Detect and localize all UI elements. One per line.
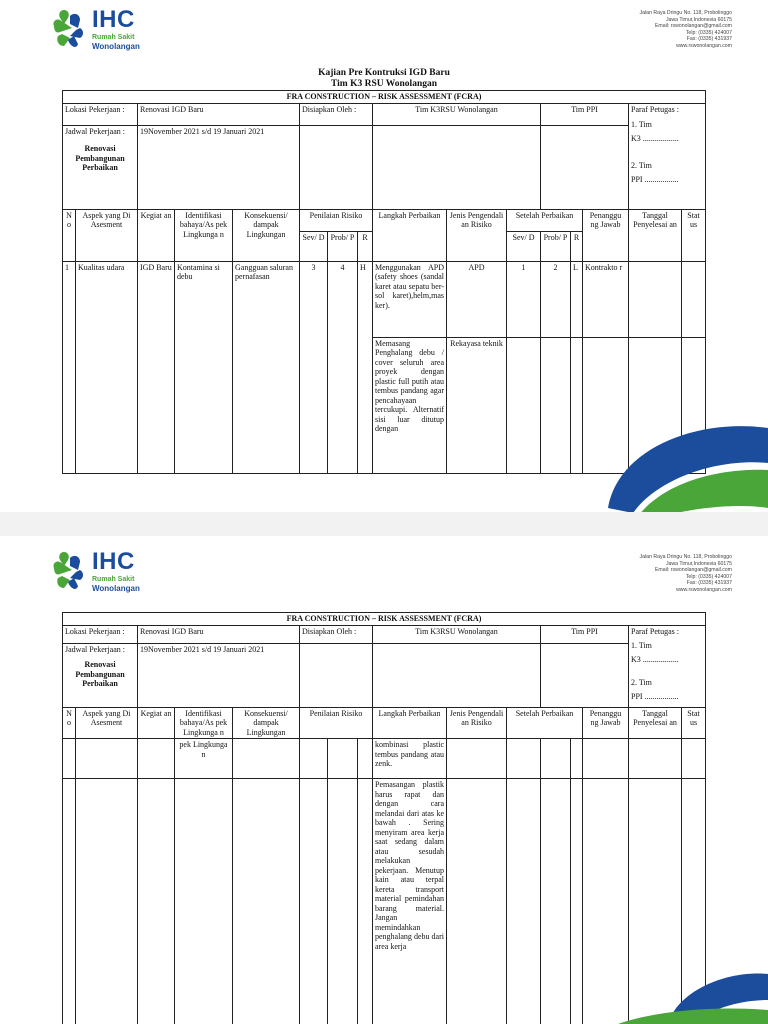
address-website: www.rswonolangan.com <box>676 42 732 49</box>
col-header-jenis: Jenis Pengendali an Risiko <box>447 209 507 261</box>
paraf-label: Paraf Petugas : <box>631 104 679 114</box>
empty-cell <box>447 739 507 779</box>
empty-cell <box>541 739 571 779</box>
table-row <box>63 261 706 337</box>
empty-cell <box>76 739 138 779</box>
document-title <box>0 68 768 90</box>
empty-cell <box>541 337 571 473</box>
row1-prob-after: 2 <box>541 261 571 337</box>
empty-cell <box>233 779 300 1024</box>
row1-r: H <box>358 261 373 473</box>
lokasi-value: Renovasi IGD Baru <box>138 625 300 643</box>
col-header-prob: Prob/ P <box>328 231 358 261</box>
ihc-logo <box>50 550 180 596</box>
empty-cell <box>233 739 300 779</box>
tim-k3-label: Tim K3RSU Wonolangan <box>373 625 541 643</box>
row1-jenis-2: Rekayasa teknik <box>447 337 507 473</box>
row1-langkah-cont-b: Pemasangan plastik harus rapat dan dengan cara melandai dari atas ke bawah . Sering menyiram area kerja saat sedang dalam atau sesudah melakukan pekerjaan. Menutup kain atau terpal kereta transport material pemindahan barang material. Jangan memindahkan penghalang debu dari area kerja <box>373 779 447 1024</box>
address-email: Email: rswonolangan@gmail.com <box>654 23 732 30</box>
address-fax: Fax: (0335) 431937 <box>686 580 732 587</box>
row1-status <box>682 261 706 337</box>
empty-cell <box>328 739 358 779</box>
empty-cell <box>507 779 541 1024</box>
col-header-status: Stat us <box>682 209 706 261</box>
empty-cell <box>328 779 358 1024</box>
empty-cell <box>682 739 706 779</box>
col-header-konsekuensi: Konsekuensi/ dampak Lingkungan <box>233 707 300 739</box>
col-header-r: R <box>358 231 373 261</box>
empty-cell <box>507 739 541 779</box>
table-row <box>63 739 706 779</box>
col-header-setelah: Setelah Perbaikan <box>507 209 583 231</box>
empty-cell <box>571 739 583 779</box>
lokasi-label: Lokasi Pekerjaan : <box>63 103 138 125</box>
empty-cell <box>138 779 175 1024</box>
paraf-petugas-cell <box>629 625 706 707</box>
address-line: Jawa Timur,Indonesia 60175 <box>665 560 732 567</box>
document-title-line-2: Tim K3 RSU Wonolangan <box>330 79 438 89</box>
col-header-identifikasi-cont: pek Lingkunga n <box>175 739 233 779</box>
col-header-langkah: Langkah Perbaikan <box>373 707 447 739</box>
lokasi-label: Lokasi Pekerjaan : <box>63 625 138 643</box>
empty-cell <box>358 739 373 779</box>
paraf-label: Paraf Petugas : <box>631 626 679 636</box>
row1-no: 1 <box>63 261 76 473</box>
row1-penanggung: Kontrakto r <box>583 261 629 337</box>
col-header-no: N o <box>63 707 76 739</box>
row1-prob: 4 <box>328 261 358 473</box>
tim-ppi-empty <box>541 125 629 209</box>
row1-langkah-2: Memasang Penghalang debu / cover seluruh area proyek dengan plastic full putih atau tembus pandang agar pencahayaan tercukupi. Alternatif sisi luar ditutup dengan <box>373 337 447 473</box>
row1-r-after: L <box>571 261 583 337</box>
document-page-2 <box>0 536 768 1024</box>
col-header-kegiatan: Kegiat an <box>138 209 175 261</box>
disiapkan-empty <box>300 643 373 707</box>
empty-cell <box>629 739 682 779</box>
jadwal-cell <box>63 643 138 707</box>
decorative-leaf-shape <box>578 408 768 512</box>
paraf-k3-line-1: 1. Tim <box>631 641 652 650</box>
address-email: Email: rswonolangan@gmail.com <box>654 567 732 574</box>
empty-cell <box>63 739 76 779</box>
tim-k3-label: Tim K3RSU Wonolangan <box>373 103 541 125</box>
empty-cell <box>507 337 541 473</box>
row1-jenis-1: APD <box>447 261 507 337</box>
col-header-tanggal: Tanggal Penyelesai an <box>629 209 682 261</box>
col-header-konsekuensi: Konsekuensi/ dampak Lingkungan <box>233 209 300 261</box>
tim-ppi-empty <box>541 643 629 707</box>
row1-kegiatan: IGD Baru <box>138 261 175 473</box>
empty-cell <box>583 739 629 779</box>
ihc-logo <box>50 8 180 54</box>
empty-cell <box>571 779 583 1024</box>
paraf-k3-line-2: K3 .................. <box>631 654 679 664</box>
col-header-no: N o <box>63 209 76 261</box>
logo-subtitle-location: Wonolangan <box>92 584 140 593</box>
address-line: Jalan Raya Dringu No. 118, Probolinggo <box>639 554 732 560</box>
empty-cell <box>63 779 76 1024</box>
logo-mark-icon <box>50 550 90 596</box>
col-header-sev-after: Sev/ D <box>507 231 541 261</box>
col-header-status: Stat us <box>682 707 706 739</box>
col-header-prob-after: Prob/ P <box>541 231 571 261</box>
paraf-k3-line-1: 1. Tim <box>631 120 652 129</box>
jadwal-label: Jadwal Pekerjaan : <box>65 126 125 136</box>
empty-cell <box>138 739 175 779</box>
renovasi-line-2: Pembangunan <box>75 669 125 679</box>
tim-ppi-label: Tim PPI <box>541 625 629 643</box>
address-line: Jawa Timur,Indonesia 60175 <box>665 16 732 23</box>
logo-brand-text: IHC <box>92 548 135 575</box>
renovasi-line-1: Renovasi <box>84 660 116 669</box>
address-fax: Fax: (0335) 431937 <box>686 36 732 43</box>
disiapkan-label: Disiapkan Oleh : <box>300 625 373 643</box>
row1-aspek: Kualitas udara <box>76 261 138 473</box>
tim-k3-empty <box>373 125 541 209</box>
row1-konsekuensi: Gangguan saluran pernafasan <box>233 261 300 473</box>
col-header-identifikasi: Identifikasi bahaya/As pek Lingkunga n <box>175 209 233 261</box>
logo-mark-icon <box>50 8 90 54</box>
renovasi-line-3: Perbaikan <box>82 679 118 688</box>
logo-brand-text: IHC <box>92 6 135 33</box>
paraf-petugas-cell <box>629 103 706 209</box>
row1-sev-after: 1 <box>507 261 541 337</box>
empty-cell <box>358 779 373 1024</box>
hospital-address <box>532 10 732 50</box>
paraf-k3-line-2: K3 .................. <box>631 133 679 143</box>
renovasi-line-1: Renovasi <box>84 144 116 153</box>
document-title-line-1: Kajian Pre Kontruksi IGD Baru <box>318 68 450 78</box>
page-gap <box>0 512 768 536</box>
paraf-ppi-line-2: PPI ................. <box>631 174 679 184</box>
col-header-penanggung: Penanggu ng Jawab <box>583 707 629 739</box>
disiapkan-empty <box>300 125 373 209</box>
col-header-penanggung: Penanggu ng Jawab <box>583 209 629 261</box>
row1-identifikasi: Kontamina si debu <box>175 261 233 473</box>
empty-cell <box>175 779 233 1024</box>
col-header-identifikasi: Identifikasi bahaya/As pek Lingkunga n <box>175 707 233 739</box>
address-line: Jalan Raya Dringu No. 118, Probolinggo <box>639 10 732 16</box>
col-header-aspek: Aspek yang Di Asesment <box>76 707 138 739</box>
row1-langkah-cont-a: kombinasi plastic tembus pandang atau zenk. <box>373 739 447 779</box>
hospital-address <box>532 554 732 594</box>
paraf-ppi-line-1: 2. Tim <box>631 161 652 170</box>
fcra-table-title: FRA CONSTRUCTION – RISK ASSESSMENT (FCRA) <box>63 91 706 104</box>
col-header-jenis: Jenis Pengendali an Risiko <box>447 707 507 739</box>
empty-cell <box>447 779 507 1024</box>
col-header-aspek: Aspek yang Di Asesment <box>76 209 138 261</box>
empty-cell <box>541 779 571 1024</box>
address-phone: Telp: (0335) 424007 <box>685 573 732 580</box>
paraf-ppi-line-1: 2. Tim <box>631 678 652 687</box>
col-header-tanggal: Tanggal Penyelesai an <box>629 707 682 739</box>
col-header-penilaian: Penilaian Risiko <box>300 707 373 739</box>
address-phone: Telp: (0335) 424007 <box>685 29 732 36</box>
empty-cell <box>300 739 328 779</box>
jadwal-value: 19November 2021 s/d 19 Januari 2021 <box>138 643 300 707</box>
col-header-kegiatan: Kegiat an <box>138 707 175 739</box>
row1-sev: 3 <box>300 261 328 473</box>
renovasi-line-3: Perbaikan <box>82 163 118 172</box>
renovasi-line-2: Pembangunan <box>75 153 125 163</box>
empty-cell <box>300 779 328 1024</box>
logo-subtitle-location: Wonolangan <box>92 42 140 51</box>
fcra-table-title: FRA CONSTRUCTION – RISK ASSESSMENT (FCRA) <box>63 613 706 626</box>
col-header-sev: Sev/ D <box>300 231 328 261</box>
jadwal-value: 19November 2021 s/d 19 Januari 2021 <box>138 125 300 209</box>
jadwal-label: Jadwal Pekerjaan : <box>65 644 125 654</box>
col-header-setelah: Setelah Perbaikan <box>507 707 583 739</box>
logo-subtitle: Rumah Sakit <box>92 34 135 41</box>
row1-tanggal <box>629 261 682 337</box>
logo-subtitle: Rumah Sakit <box>92 576 135 583</box>
lokasi-value: Renovasi IGD Baru <box>138 103 300 125</box>
col-header-r-after: R <box>571 231 583 261</box>
decorative-leaf-shape <box>598 960 768 1024</box>
paraf-ppi-line-2: PPI ................. <box>631 691 679 701</box>
col-header-langkah: Langkah Perbaikan <box>373 209 447 261</box>
row1-langkah-1: Menggunakan APD (safety shoes (sandal karet atau sepatu ber-sol karet),helm,mas ker). <box>373 261 447 337</box>
tim-ppi-label: Tim PPI <box>541 103 629 125</box>
empty-cell <box>76 779 138 1024</box>
tim-k3-empty <box>373 643 541 707</box>
disiapkan-label: Disiapkan Oleh : <box>300 103 373 125</box>
jadwal-cell <box>63 125 138 209</box>
address-website: www.rswonolangan.com <box>676 586 732 593</box>
col-header-penilaian: Penilaian Risiko <box>300 209 373 231</box>
